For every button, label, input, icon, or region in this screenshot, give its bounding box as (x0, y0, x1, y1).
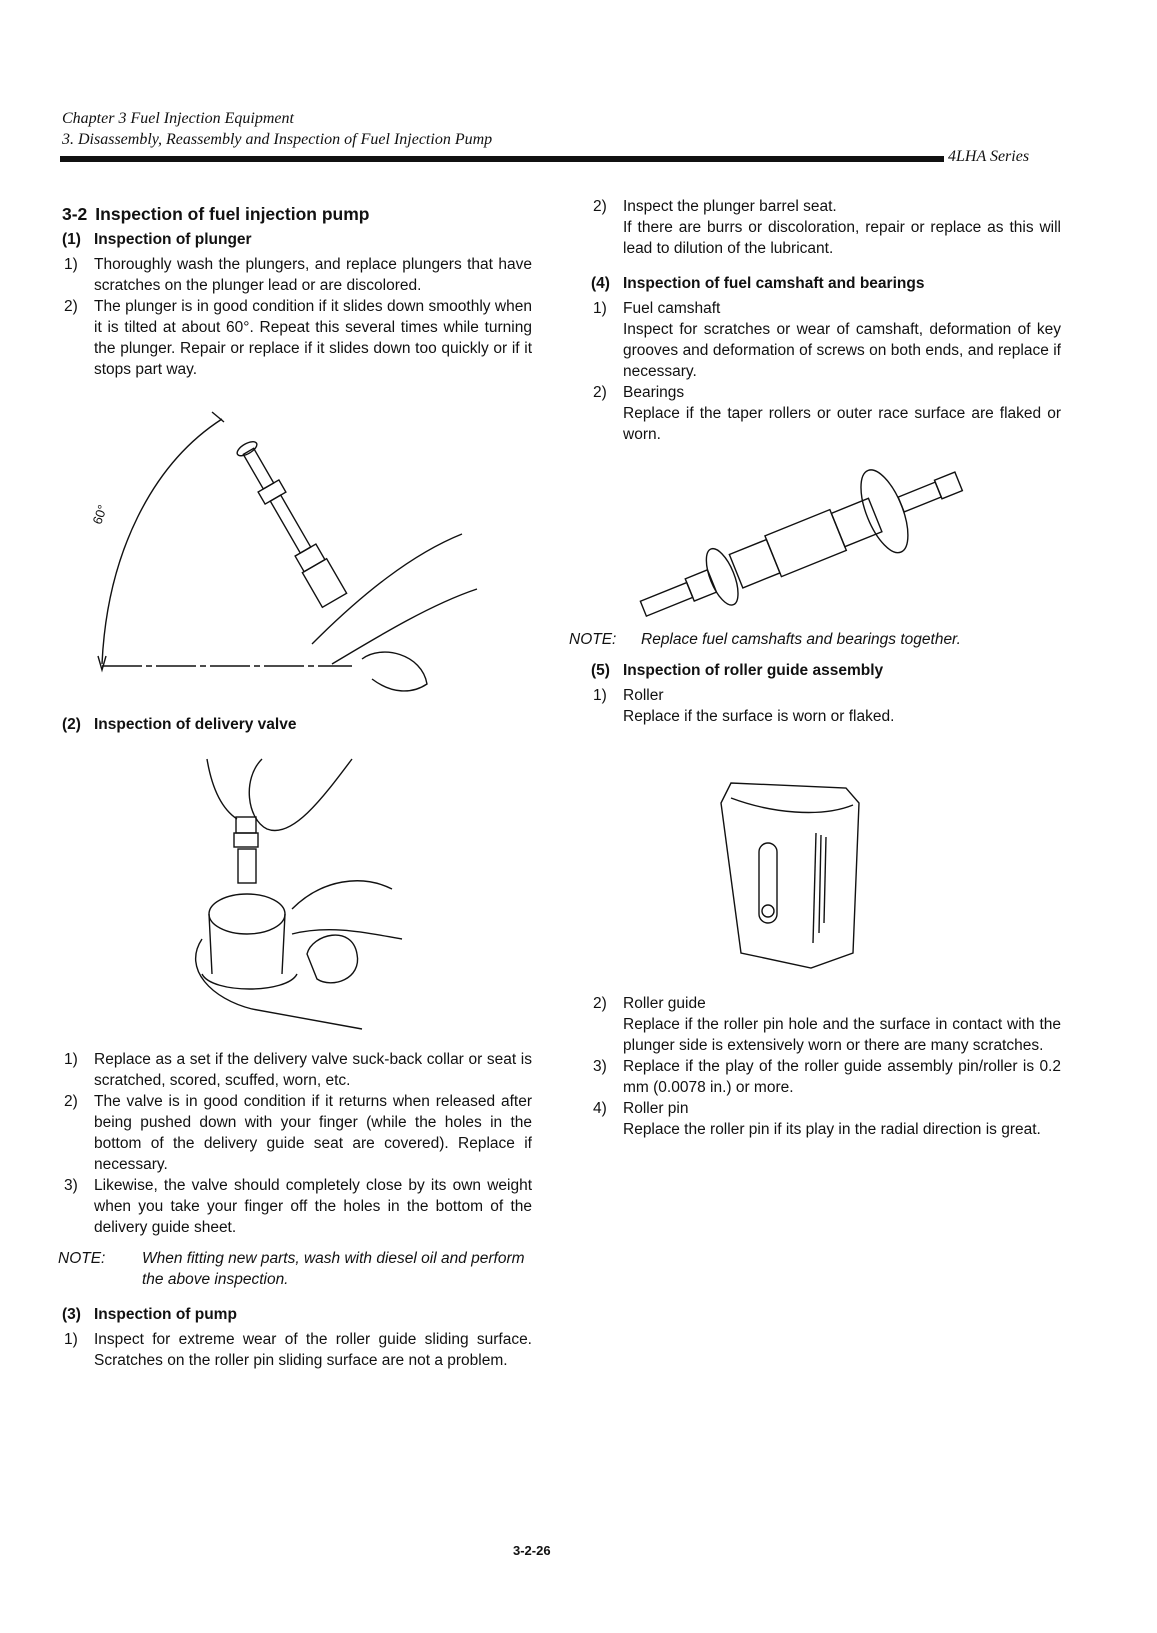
page-number: 3-2-26 (513, 1543, 551, 1558)
list-item: 2) Inspect the plunger barrel seat. (593, 198, 837, 215)
list-item: 3) Likewise, the valve should completely close by its own weight when you take your finger off the holes in the bottom of the delivery guide sheet. (64, 1177, 532, 1236)
delivery-valve-illustration (62, 739, 482, 1039)
list-item-detail: If there are burrs or discoloration, repair or replace as this will lead to dilution of the lubricant. (623, 219, 1061, 257)
list-item: 1) Roller (593, 687, 664, 704)
section-heading: 3-2 Inspection of fuel injection pump (62, 204, 370, 224)
roller-guide-figure (591, 743, 1061, 993)
chapter-title: Chapter 3 Fuel Injection Equipment (62, 110, 294, 127)
subsection-heading-roller-guide: (5) Inspection of roller guide assembly (591, 662, 884, 679)
list-item: 3) Replace if the play of the roller guide assembly pin/roller is 0.2 mm (0.0078 in.) or more. (593, 1058, 1061, 1096)
list-item-detail: Replace the roller pin if its play in the radial direction is great. (623, 1121, 1041, 1138)
delivery-valve-figure (62, 739, 532, 1039)
roller-guide-illustration (591, 743, 1011, 993)
list-item: 1) Replace as a set if the delivery valve suck-back collar or seat is scratched, scored, scuffed, worn, etc. (64, 1051, 532, 1089)
list-item: 1) Thoroughly wash the plungers, and replace plungers that have scratches on the plunger lead or are discolored. (64, 256, 532, 294)
subsection-heading-camshaft: (4) Inspection of fuel camshaft and bearings (591, 275, 925, 292)
left-column (58, 200, 532, 1371)
series-label: 4LHA Series (948, 148, 1030, 165)
list-item: 2) The valve is in good condition if it returns when released after being pushed down with your finger (while the holes in the bottom of the delivery guide seat are covered). Replace if necessary. (64, 1093, 532, 1173)
camshaft-figure (591, 455, 1061, 625)
list-item: 4) Roller pin (593, 1100, 689, 1117)
list-item: 1) Inspect for extreme wear of the roller guide sliding surface. Scratches on the roller pin sliding surface are not a problem. (64, 1331, 532, 1369)
list-item: 2) The plunger is in good condition if it slides down smoothly when it is tilted at about 60°. Repeat this several times while turning the plunger. Repair or replace if it slides down too quickly or if it stops part way. (64, 298, 532, 378)
note-camshaft: NOTE: Replace fuel camshafts and bearings together. (569, 631, 961, 648)
list-item-detail: Inspect for scratches or wear of camshaft, deformation of key grooves and deformation of screws on both ends, and replace if necessary. (623, 321, 1061, 380)
list-item-detail: Replace if the roller pin hole and the surface in contact with the plunger side is extensively worn or there are many scratches. (623, 1016, 1061, 1054)
subsection-heading-pump: (3) Inspection of pump (62, 1306, 237, 1323)
angle-label: 60° (89, 502, 111, 527)
subsection-heading-delivery-valve: (2) Inspection of delivery valve (62, 716, 297, 733)
note-delivery-valve: NOTE: When fitting new parts, wash with diesel oil and perform the above inspection. (58, 1250, 525, 1288)
plunger-illustration (62, 394, 482, 694)
subsection-heading-plunger: (1) Inspection of plunger (62, 231, 252, 248)
list-item: 2) Roller guide (593, 995, 706, 1012)
plunger-tilt-figure (62, 394, 532, 694)
section-title: 3. Disassembly, Reassembly and Inspection of Fuel Injection Pump (62, 131, 493, 148)
header-rule (60, 156, 944, 162)
list-item: 1) Fuel camshaft (593, 300, 721, 317)
right-column (569, 196, 1061, 1140)
camshaft-illustration (591, 455, 1011, 625)
running-header (62, 108, 492, 150)
list-item: 2) Bearings (593, 384, 685, 401)
list-item-detail: Replace if the taper rollers or outer race surface are flaked or worn. (623, 405, 1061, 443)
list-item-detail: Replace if the surface is worn or flaked. (623, 708, 895, 725)
